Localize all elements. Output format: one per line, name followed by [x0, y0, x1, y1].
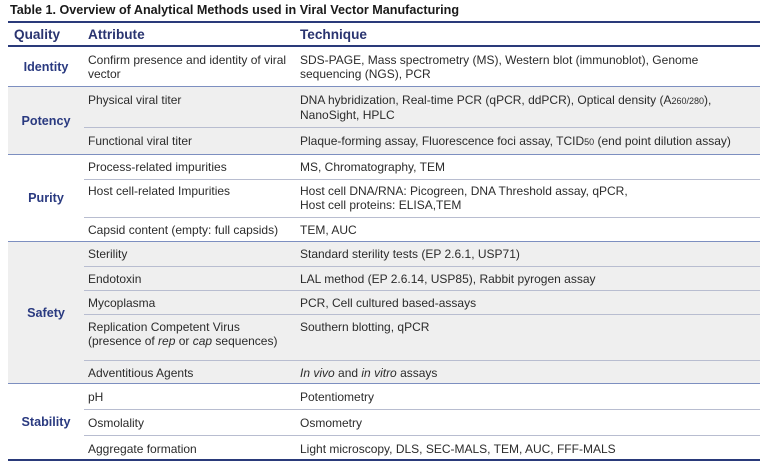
header-quality: Quality	[14, 27, 61, 42]
table-row	[84, 179, 760, 217]
technique-subscript: 50	[584, 137, 595, 147]
table-row	[84, 242, 760, 266]
attribute-cell: Capsid content (empty: full capsids)	[88, 223, 279, 237]
table-row	[84, 155, 760, 179]
table-row	[84, 314, 760, 360]
attribute-cell: Aggregate formation	[88, 442, 197, 456]
technique-line: Host cell DNA/RNA: Picogreen, DNA Threshold assay, qPCR,	[300, 184, 628, 198]
quality-identity: Identity	[23, 59, 69, 74]
table-row	[84, 127, 760, 155]
attribute-line	[88, 334, 293, 348]
attribute-text: (presence of	[88, 334, 159, 348]
attribute-cell: Confirm presence and identity of viral vector	[88, 53, 287, 81]
quality-safety: Safety	[27, 305, 65, 320]
group-purity	[8, 155, 760, 242]
technique-cell: Light microscopy, DLS, SEC-MALS, TEM, AUC, FFF-MALS	[300, 442, 616, 456]
technique-text: Plaque-forming assay, Fluorescence foci assay, TCID	[300, 134, 585, 148]
table-row	[84, 87, 760, 127]
group-identity	[8, 47, 760, 87]
technique-cell: Southern blotting, qPCR	[300, 320, 430, 334]
technique-cell	[300, 93, 756, 122]
attribute-italic: cap	[192, 334, 213, 348]
technique-italic: In vivo	[300, 366, 335, 380]
attribute-cell	[88, 320, 293, 348]
technique-italic: in vitro	[361, 366, 397, 380]
technique-cell	[300, 134, 756, 149]
technique-cell: SDS-PAGE, Mass spectrometry (MS), Western blot (immunoblot), Genome sequencing (NGS), PCR	[300, 53, 699, 81]
table-row	[84, 217, 760, 242]
group-safety	[8, 242, 760, 384]
attribute-cell: Sterility	[88, 247, 128, 261]
technique-cell: LAL method (EP 2.6.14, USP85), Rabbit pyrogen assay	[300, 272, 596, 286]
table-row	[84, 409, 760, 435]
technique-line: Host cell proteins: ELISA,TEM	[300, 198, 462, 212]
header-technique: Technique	[300, 27, 367, 42]
technique-text: DNA hybridization, Real-time PCR (qPCR, ddPCR), Optical density (A	[300, 93, 672, 107]
technique-text: and	[334, 366, 362, 380]
technique-cell	[300, 184, 756, 212]
quality-potency: Potency	[21, 113, 71, 128]
quality-stability: Stability	[21, 414, 71, 429]
technique-text: assays	[396, 366, 438, 380]
attribute-cell: Osmolality	[88, 416, 145, 430]
attribute-line: Replication Competent Virus	[88, 320, 240, 334]
technique-cell: Potentiometry	[300, 390, 375, 404]
table-row	[84, 435, 760, 461]
attribute-cell: Adventitious Agents	[88, 366, 194, 380]
technique-text: (end point dilution assay)	[594, 134, 731, 148]
technique-cell	[300, 366, 756, 380]
table-row	[84, 360, 760, 384]
attribute-italic: rep	[158, 334, 176, 348]
table-caption: Table 1. Overview of Analytical Methods used in Viral Vector Manufacturing	[10, 3, 460, 17]
group-potency	[8, 87, 760, 155]
quality-purity: Purity	[28, 191, 64, 205]
technique-cell: Standard sterility tests (EP 2.6.1, USP71)	[300, 247, 520, 261]
attribute-cell: Host cell-related Impurities	[88, 184, 231, 198]
technique-subscript: 260/280	[671, 96, 705, 106]
header-attribute: Attribute	[88, 27, 145, 42]
table-row	[84, 47, 760, 87]
table-header	[8, 21, 760, 47]
methods-table	[8, 21, 760, 461]
attribute-cell: Physical viral titer	[88, 93, 182, 107]
technique-cell: TEM, AUC	[300, 223, 357, 237]
technique-cell: MS, Chromatography, TEM	[300, 160, 445, 174]
table-row	[84, 384, 760, 409]
attribute-cell: Process-related impurities	[88, 160, 227, 174]
technique-cell: Osmometry	[300, 416, 363, 430]
attribute-text: or	[175, 334, 193, 348]
table-row	[84, 290, 760, 314]
attribute-cell: pH	[88, 390, 104, 404]
group-stability	[8, 384, 760, 461]
technique-text: ), NanoSight, HPLC	[300, 93, 712, 122]
attribute-cell: Endotoxin	[88, 272, 142, 286]
table-row	[84, 266, 760, 290]
attribute-cell: Functional viral titer	[88, 134, 193, 148]
technique-cell: PCR, Cell cultured based-assays	[300, 296, 477, 310]
attribute-cell: Mycoplasma	[88, 296, 156, 310]
attribute-text: sequences)	[212, 334, 278, 348]
